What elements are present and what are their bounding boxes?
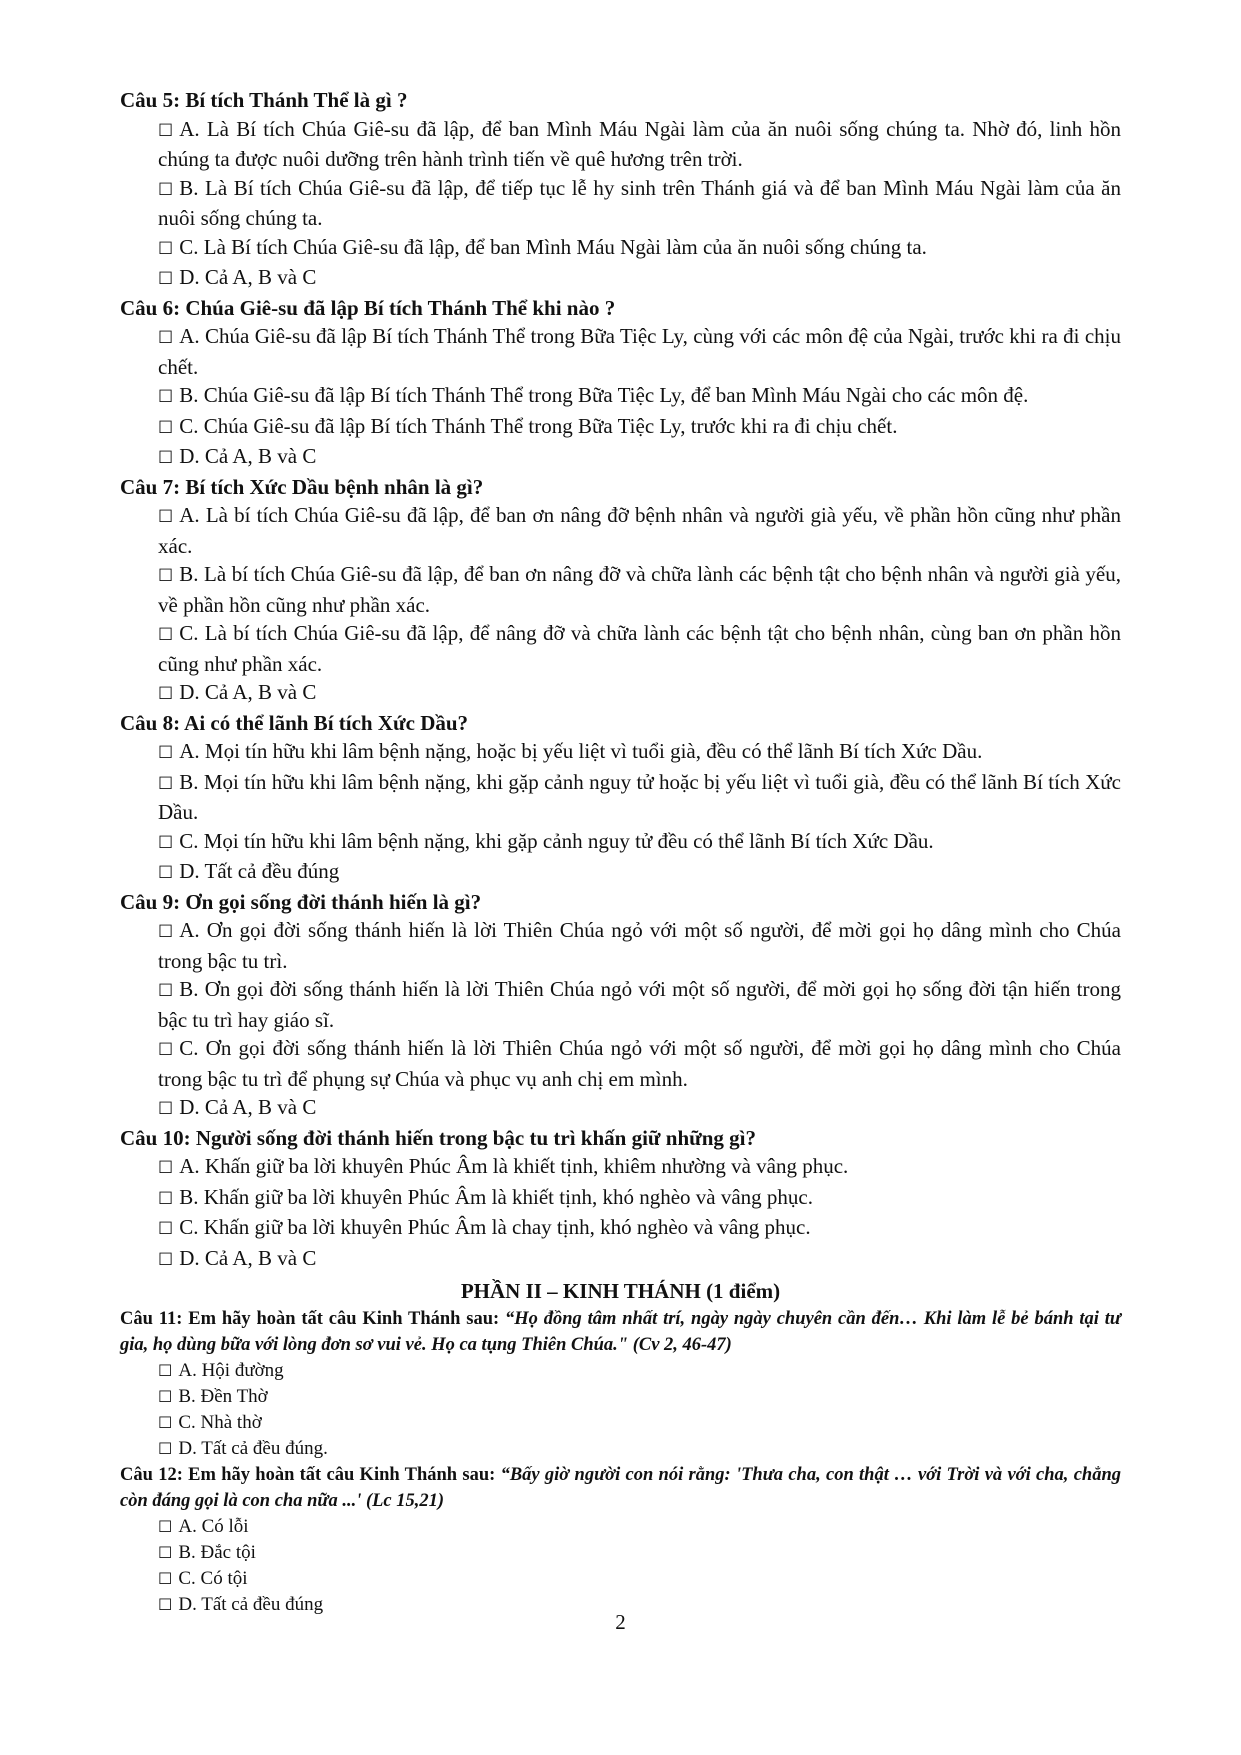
checkbox-icon[interactable]: ☐	[158, 507, 174, 527]
checkbox-icon[interactable]: ☐	[158, 328, 174, 348]
option: ☐ A. Mọi tín hữu khi lâm bệnh nặng, hoặc bị yếu liệt vì tuổi già, đều có thể lãnh Bí tích Xức Dầu.	[158, 737, 1121, 768]
checkbox-icon[interactable]: ☐	[158, 1249, 174, 1270]
question-10	[120, 1124, 1121, 1275]
question-title: Câu 7: Bí tích Xức Dầu bệnh nhân là gì?	[120, 474, 484, 499]
option: ☐ D. Cả A, B và C	[158, 442, 1121, 473]
question-title: Câu 6: Chúa Giê-su đã lập Bí tích Thánh Thể khi nào ?	[120, 295, 616, 320]
option: ☐ B. Chúa Giê-su đã lập Bí tích Thánh Thể trong Bữa Tiệc Ly, để ban Mình Máu Ngài cho các môn đệ.	[158, 381, 1121, 412]
checkbox-icon[interactable]: ☐	[158, 566, 174, 586]
checkbox-icon[interactable]: ☐	[158, 179, 174, 200]
page-number: 2	[615, 1610, 626, 1634]
section-title: PHẦN II – KINH THÁNH (1 điểm)	[460, 1279, 781, 1303]
question-11	[120, 1306, 1121, 1462]
checkbox-icon[interactable]: ☐	[158, 1219, 174, 1239]
checkbox-icon[interactable]: ☐	[158, 238, 174, 259]
checkbox-icon[interactable]: ☐	[158, 448, 174, 468]
option: ☐ A. Hội đường	[158, 1358, 1121, 1384]
option: ☐ D. Cả A, B và C	[158, 263, 1121, 294]
option: ☐ B. Ơn gọi đời sống thánh hiến là lời Thiên Chúa ngỏ với một số người, để mời gọi họ sống đời tận hiến trong bậc tu trì hay giáo sĩ.	[158, 977, 1121, 1032]
checkbox-icon[interactable]: ☐	[158, 1517, 173, 1536]
question-title: Câu 5: Bí tích Thánh Thể là gì ?	[120, 88, 408, 112]
checkbox-icon[interactable]: ☐	[158, 120, 174, 141]
option: ☐ C. Khấn giữ ba lời khuyên Phúc Âm là chay tịnh, khó nghèo và vâng phục.	[158, 1213, 1121, 1244]
question-8	[120, 709, 1121, 888]
option: ☐ B. Đền Thờ	[158, 1384, 1121, 1410]
checkbox-icon[interactable]: ☐	[158, 1439, 173, 1458]
option: ☐ C. Ơn gọi đời sống thánh hiến là lời Thiên Chúa ngỏ với một số người, để mời gọi họ dâng mình cho Chúa trong bậc tu trì để phụng sự Chúa và phục vụ anh chị em mình.	[158, 1036, 1121, 1091]
option: ☐ A. Là bí tích Chúa Giê-su đã lập, để ban ơn nâng đỡ bệnh nhân và người già yếu, về phần hồn cũng như phần xác.	[158, 503, 1121, 558]
checkbox-icon[interactable]: ☐	[158, 1361, 173, 1380]
option: ☐ D. Cả A, B và C	[158, 678, 1121, 709]
checkbox-icon[interactable]: ☐	[158, 863, 174, 883]
scripture-quote: “Họ đồng tâm nhất trí, ngày ngày chuyên cần đến… Khi làm lễ bẻ bánh tại tư gia, họ dùng bữa với lòng đơn sơ vui vẻ. Họ ca tụng Thiên Chúa." (Cv 2, 46-47)	[120, 1309, 1121, 1355]
checkbox-icon[interactable]: ☐	[158, 1040, 174, 1060]
checkbox-icon[interactable]: ☐	[158, 1099, 174, 1119]
option: ☐ B. Mọi tín hữu khi lâm bệnh nặng, khi gặp cảnh nguy tử hoặc bị yếu liệt vì tuổi già, đều có thể lãnh Bí tích Xức Dầu.	[158, 769, 1121, 824]
option: ☐ A. Là Bí tích Chúa Giê-su đã lập, để ban Mình Máu Ngài làm của ăn nuôi sống chúng ta. Nhờ đó, linh hồn chúng ta được nuôi dưỡng trên hành trình tiến về quê hương trên trời.	[158, 116, 1121, 171]
checkbox-icon[interactable]: ☐	[158, 832, 174, 853]
option: ☐ B. Khấn giữ ba lời khuyên Phúc Âm là khiết tịnh, khó nghèo và vâng phục.	[158, 1183, 1121, 1214]
question-title: Câu 9: Ơn gọi sống đời thánh hiến là gì?	[120, 889, 482, 914]
option: ☐ A. Chúa Giê-su đã lập Bí tích Thánh Thể trong Bữa Tiệc Ly, cùng với các môn đệ của Ngài, trước khi ra đi chịu chết.	[158, 324, 1121, 379]
option: ☐ C. Có tội	[158, 1566, 1121, 1592]
question-12	[120, 1462, 1121, 1618]
question-6	[120, 294, 1121, 473]
checkbox-icon[interactable]: ☐	[158, 1387, 173, 1406]
checkbox-icon[interactable]: ☐	[158, 387, 174, 407]
option: ☐ C. Mọi tín hữu khi lâm bệnh nặng, khi gặp cảnh nguy tử đều có thể lãnh Bí tích Xức Dầu.	[158, 827, 1121, 858]
option: ☐ D. Tất cả đều đúng	[158, 857, 1121, 888]
option: ☐ D. Tất cả đều đúng.	[158, 1436, 1121, 1462]
checkbox-icon[interactable]: ☐	[158, 684, 174, 704]
checkbox-icon[interactable]: ☐	[158, 1569, 173, 1588]
option: ☐ D. Cả A, B và C	[158, 1093, 1121, 1124]
option: ☐ A. Ơn gọi đời sống thánh hiến là lời Thiên Chúa ngỏ với một số người, để mời gọi họ dâng mình cho Chúa trong bậc tu trì.	[158, 918, 1121, 973]
question-title: Câu 10: Người sống đời thánh hiến trong bậc tu trì khấn giữ những gì?	[120, 1125, 756, 1150]
checkbox-icon[interactable]: ☐	[158, 981, 174, 1001]
option: ☐ B. Là Bí tích Chúa Giê-su đã lập, để tiếp tục lễ hy sinh trên Thánh giá và để ban Mình Máu Ngài làm của ăn nuôi sống chúng ta.	[158, 175, 1121, 230]
checkbox-icon[interactable]: ☐	[158, 1413, 173, 1432]
checkbox-icon[interactable]: ☐	[158, 269, 174, 289]
checkbox-icon[interactable]: ☐	[158, 625, 174, 645]
option: ☐ B. Là bí tích Chúa Giê-su đã lập, để ban ơn nâng đỡ và chữa lành các bệnh tật cho bệnh nhân và người già yếu, về phần hồn cũng như phần xác.	[158, 562, 1121, 617]
option: ☐ B. Đắc tội	[158, 1540, 1121, 1566]
checkbox-icon[interactable]: ☐	[158, 1188, 174, 1209]
option: ☐ D. Tất cả đều đúng	[158, 1592, 1121, 1618]
option: ☐ C. Là bí tích Chúa Giê-su đã lập, để nâng đỡ và chữa lành các bệnh tật cho bệnh nhân, cùng ban ơn phần hồn cũng như phần xác.	[158, 621, 1121, 676]
question-title: Câu 8: Ai có thể lãnh Bí tích Xức Dầu?	[120, 710, 469, 735]
checkbox-icon[interactable]: ☐	[158, 1595, 173, 1614]
question-5	[120, 86, 1121, 294]
option: ☐ C. Là Bí tích Chúa Giê-su đã lập, để ban Mình Máu Ngài làm của ăn nuôi sống chúng ta.	[158, 233, 1121, 264]
checkbox-icon[interactable]: ☐	[158, 417, 174, 438]
checkbox-icon[interactable]: ☐	[158, 922, 174, 942]
question-title: Câu 11: Em hãy hoàn tất câu Kinh Thánh sau: “Họ đồng tâm nhất trí, ngày ngày chuyên cần đến… Khi làm lễ bẻ bánh tại tư gia, họ dùng bữa với lòng đơn sơ vui vẻ. Họ ca tụng Thiên Chúa." (Cv 2, 46-47)	[120, 1309, 1121, 1355]
option: ☐ A. Có lỗi	[158, 1514, 1121, 1540]
scripture-quote: “Bấy giờ người con nói rằng: 'Thưa cha, con thật … với Trời và với cha, chẳng còn đáng gọi là con cha nữa ...' (Lc 15,21)	[120, 1465, 1121, 1511]
checkbox-icon[interactable]: ☐	[158, 773, 174, 794]
question-9	[120, 888, 1121, 1124]
question-7	[120, 473, 1121, 709]
option: ☐ D. Cả A, B và C	[158, 1244, 1121, 1275]
option: ☐ A. Khấn giữ ba lời khuyên Phúc Âm là khiết tịnh, khiêm nhường và vâng phục.	[158, 1152, 1121, 1183]
option: ☐ C. Chúa Giê-su đã lập Bí tích Thánh Thể trong Bữa Tiệc Ly, trước khi ra đi chịu chết.	[158, 412, 1121, 443]
question-title: Câu 12: Em hãy hoàn tất câu Kinh Thánh sau: “Bấy giờ người con nói rằng: 'Thưa cha, con thật … với Trời và với cha, chẳng còn đáng gọi là con cha nữa ...' (Lc 15,21)	[120, 1465, 1121, 1511]
option: ☐ C. Nhà thờ	[158, 1410, 1121, 1436]
checkbox-icon[interactable]: ☐	[158, 743, 174, 763]
checkbox-icon[interactable]: ☐	[158, 1543, 173, 1562]
checkbox-icon[interactable]: ☐	[158, 1158, 174, 1178]
